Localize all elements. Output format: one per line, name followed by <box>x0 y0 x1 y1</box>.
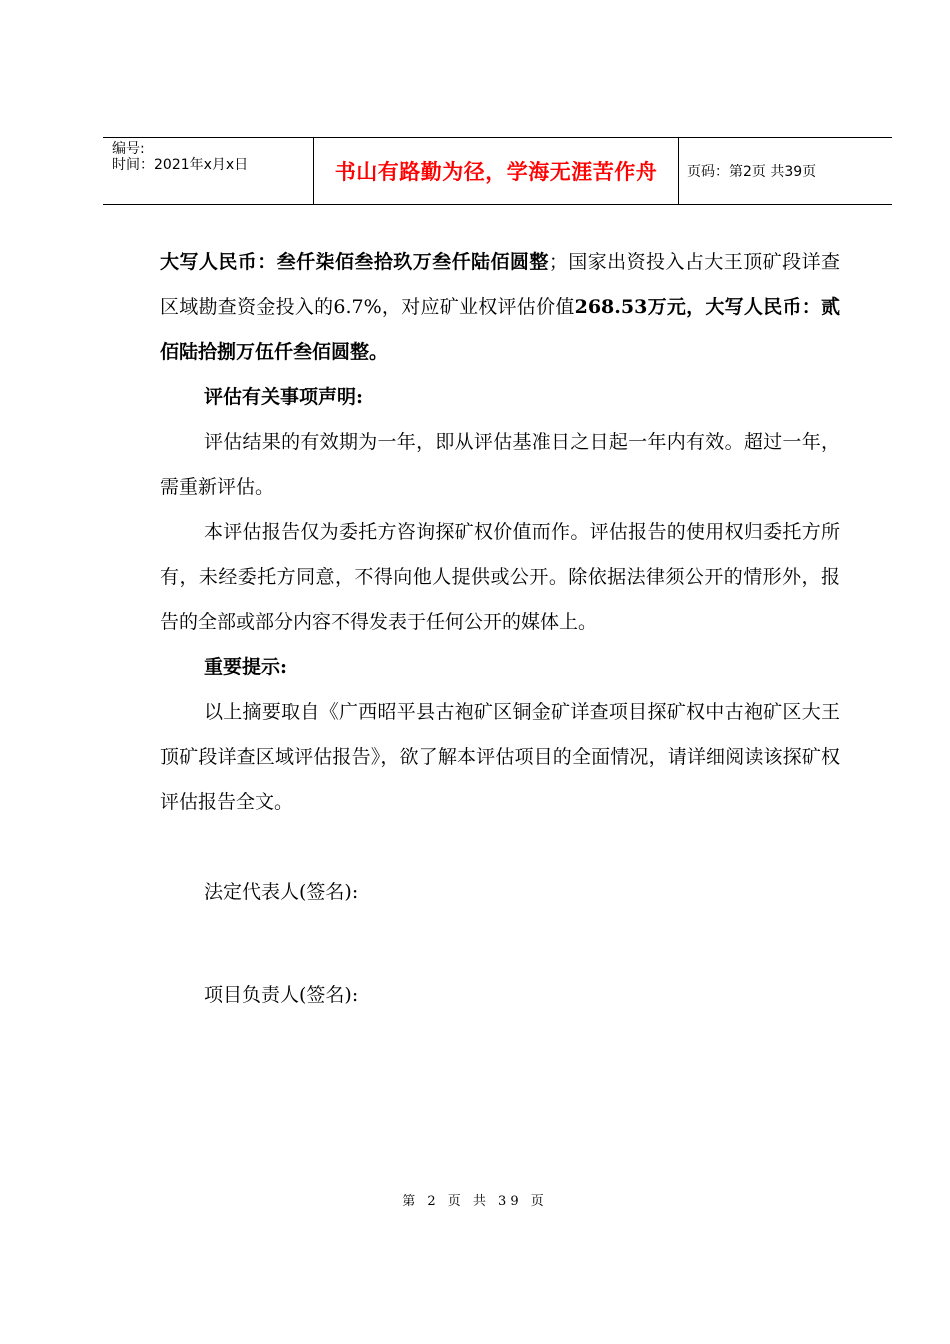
summary-source-paragraph: 以上摘要取自《广西昭平县古袍矿区铜金矿详查项目探矿权中古袍矿区大王顶矿段详查区域评估报告》，欲了解本评估项目的全面情况，请详细阅读该探矿权评估报告全文。 <box>160 701 840 813</box>
legal-representative-signature: 法定代表人(签名): <box>204 881 359 903</box>
section-heading-statement: 评估有关事项声明: <box>204 386 364 408</box>
amount-in-words-bold: 大写人民币：叁仟柒佰叁拾玖万叁仟陆佰圆整 <box>160 251 549 273</box>
header-motto: 书山有路勤为径，学海无涯苦作舟 <box>314 138 679 204</box>
header-page-label: 页码：第2页 共39页 <box>687 164 817 180</box>
header-meta <box>103 138 314 204</box>
document-number-label: 编号: <box>112 141 145 157</box>
page-header <box>103 137 892 205</box>
valuation-text: ；国家出资投入占大王顶矿段详查区域勘查资金投入的6.7%，对应矿业权评估价值 <box>160 251 840 318</box>
page-footer: 第 2 页 共 39 页 <box>402 1194 548 1209</box>
project-leader-signature: 项目负责人(签名): <box>204 984 359 1006</box>
document-body <box>160 240 840 1018</box>
validity-paragraph: 评估结果的有效期为一年，即从评估基准日之日起一年内有效。超过一年，需重新评估。 <box>160 431 840 498</box>
usage-rights-paragraph: 本评估报告仅为委托方咨询探矿权价值而作。评估报告的使用权归委托方所有，未经委托方同意，不得向他人提供或公开。除依据法律须公开的情形外，报告的全部或部分内容不得发表于任何公开的媒体上。 <box>160 521 840 633</box>
section-heading-notice: 重要提示: <box>204 656 288 678</box>
valuation-amount-bold: 268.53万元，大写人民币：贰佰陆拾捌万伍仟叁佰圆整。 <box>160 296 840 363</box>
valuation-paragraph <box>160 240 840 375</box>
document-time-label: 时间：2021年x月x日 <box>112 157 249 173</box>
